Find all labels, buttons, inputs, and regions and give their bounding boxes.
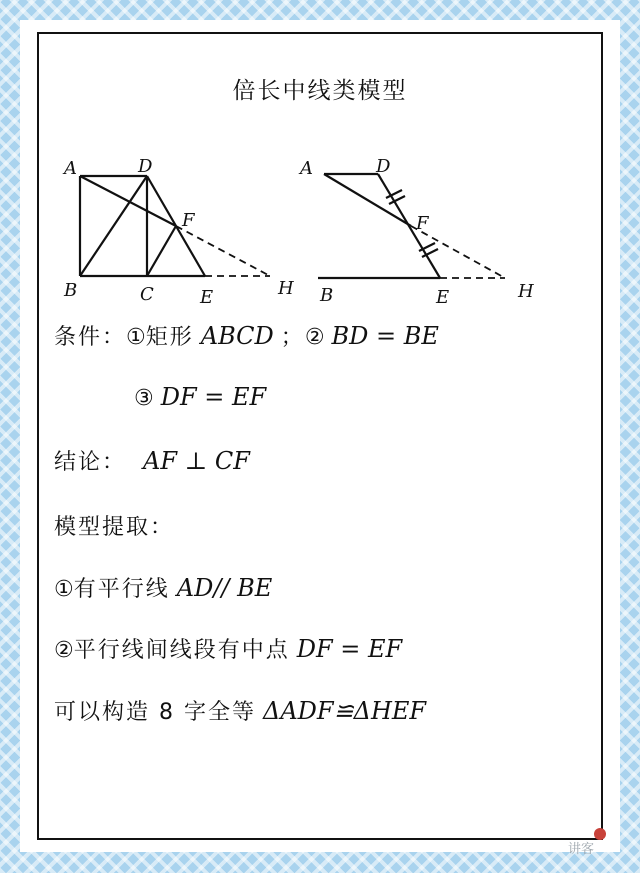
point-label-d: D [376, 156, 391, 177]
point-label-f: F [416, 213, 429, 234]
condition-3-number: ③ [134, 386, 154, 411]
point-1-number: ① [54, 577, 74, 602]
extraction-label: 模型提取： [54, 515, 175, 540]
condition-1-math: ABCD [200, 322, 274, 350]
point-1-line [54, 572, 272, 603]
point-2-text: 平行线间线段有中点 [73, 638, 290, 663]
summary-text: 可以构造 8 字全等 [54, 700, 256, 725]
page-title: 倍长中线类模型 [232, 78, 408, 104]
point-label-h: H [518, 281, 534, 302]
condition-1-text: 矩形 [145, 325, 194, 350]
point-2-line [54, 633, 402, 664]
summary-math: ΔADF≌ΔHEF [262, 697, 427, 725]
point-label-e: E [436, 287, 450, 308]
conditions-line [54, 320, 439, 351]
condition-3-math: DF = EF [160, 383, 267, 411]
point-1-text: 有平行线 [73, 577, 170, 602]
point-2-math: DF = EF [296, 635, 403, 663]
summary-line [54, 695, 426, 726]
conclusion-line [54, 445, 250, 476]
point-label-a: A [64, 158, 77, 179]
condition-2-number: ② [304, 325, 325, 350]
segment-de [378, 174, 440, 278]
figure-parallel [300, 138, 560, 308]
figure-rectangle [60, 138, 320, 308]
conclusion-label: 结论： [54, 450, 127, 475]
content-card [20, 20, 620, 857]
point-label-c: C [140, 284, 154, 305]
watermark: 讲客 [568, 842, 595, 857]
condition-3-line [134, 383, 266, 411]
condition-2-math: BD = BE [331, 322, 439, 350]
condition-1-number: ① [126, 325, 146, 350]
conclusion-math: AF ⊥ CF [143, 447, 250, 475]
point-label-d: D [138, 156, 153, 177]
point-label-e: E [200, 287, 214, 308]
point-label-a: A [300, 158, 313, 179]
point-label-f: F [182, 210, 195, 231]
point-label-h: H [278, 278, 294, 299]
segment-cf [147, 226, 176, 276]
seal-icon [594, 828, 606, 840]
segment-bd [80, 176, 147, 276]
conditions-label: 条件： [54, 325, 127, 350]
condition-separator: ； [280, 325, 305, 350]
point-label-b: B [64, 280, 78, 301]
point-label-b: B [320, 285, 334, 306]
point-2-number: ② [54, 638, 74, 663]
extraction-line [54, 510, 174, 541]
point-1-math: AD// BE [176, 574, 273, 602]
